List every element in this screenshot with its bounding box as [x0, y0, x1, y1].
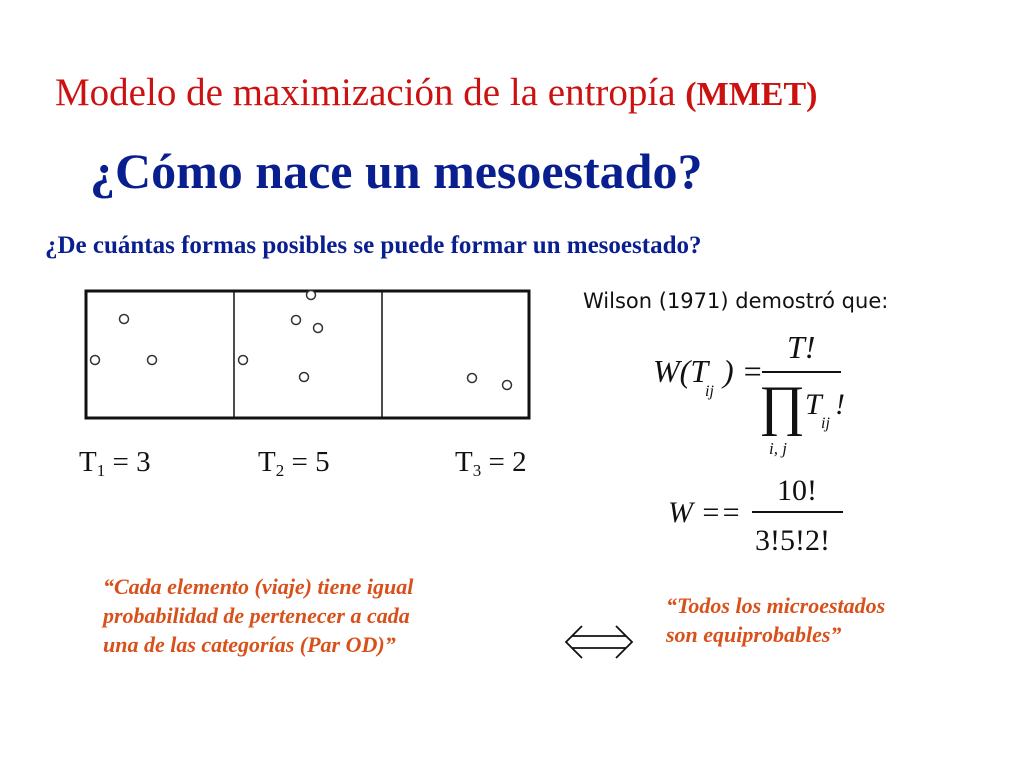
formula1-lhs-sub: ij [705, 383, 714, 400]
trip-dot [503, 381, 512, 390]
quote-left-line: una de las categorías (Par OD)” [103, 632, 396, 657]
slide-title [55, 70, 817, 115]
formula1-product: ∏ [759, 375, 806, 437]
formula2-denominator: 3!5!2! [755, 524, 830, 555]
category-label-3: $T_3 = 2$ [455, 446, 527, 480]
category-label-1: $T_1 = 3$ [79, 446, 151, 480]
quote-left-line: probabilidad de pertenecer a cada [103, 603, 410, 628]
formula1-lhs-close: ) = [723, 353, 764, 389]
formula1-denominator: T [805, 388, 822, 421]
quote-left-line: “Cada elemento (viaje) tiene igual [103, 574, 414, 599]
quote-right-line: son equiprobables” [666, 622, 842, 647]
trip-dot [307, 291, 316, 300]
formula2-numerator: 10! [777, 474, 817, 507]
title-abbreviation: (MMET) [685, 76, 818, 113]
trip-dot [148, 356, 157, 365]
formula1-denominator-fact: ! [835, 388, 845, 421]
trip-dot [300, 373, 309, 382]
trip-dot [314, 324, 323, 333]
formula2-lhs: W == [668, 496, 741, 529]
mesostate-boxes-diagram [84, 288, 534, 423]
slide-subtitle: ¿Cómo nace un mesoestado? [90, 143, 703, 199]
category-label-2: $T_2 = 5$ [258, 446, 330, 480]
wilson-reference: Wilson (1971) demostró que: [583, 289, 889, 313]
formula1-numerator: T! [787, 330, 816, 365]
double-headed-arrow-icon [562, 620, 636, 664]
quote-right [666, 591, 885, 649]
title-text: Modelo de maximización de la entropía [55, 71, 676, 114]
example-formula [665, 470, 865, 555]
trip-dot [91, 356, 100, 365]
formula1-product-index: i, j [769, 439, 787, 458]
boxes-outline [86, 291, 529, 418]
slide-question: ¿De cuántas formas posibles se puede formar un mesoestado? [45, 232, 702, 259]
trip-dot [239, 356, 248, 365]
trip-dot [292, 316, 301, 325]
quote-right-line: “Todos los microestados [666, 593, 886, 618]
trip-dot [120, 315, 129, 324]
quote-left [103, 572, 413, 659]
formula1-denominator-sub: ij [821, 415, 830, 432]
trip-dot [468, 374, 477, 383]
formula1-lhs: W(T [653, 353, 709, 389]
entropy-formula [645, 330, 865, 460]
